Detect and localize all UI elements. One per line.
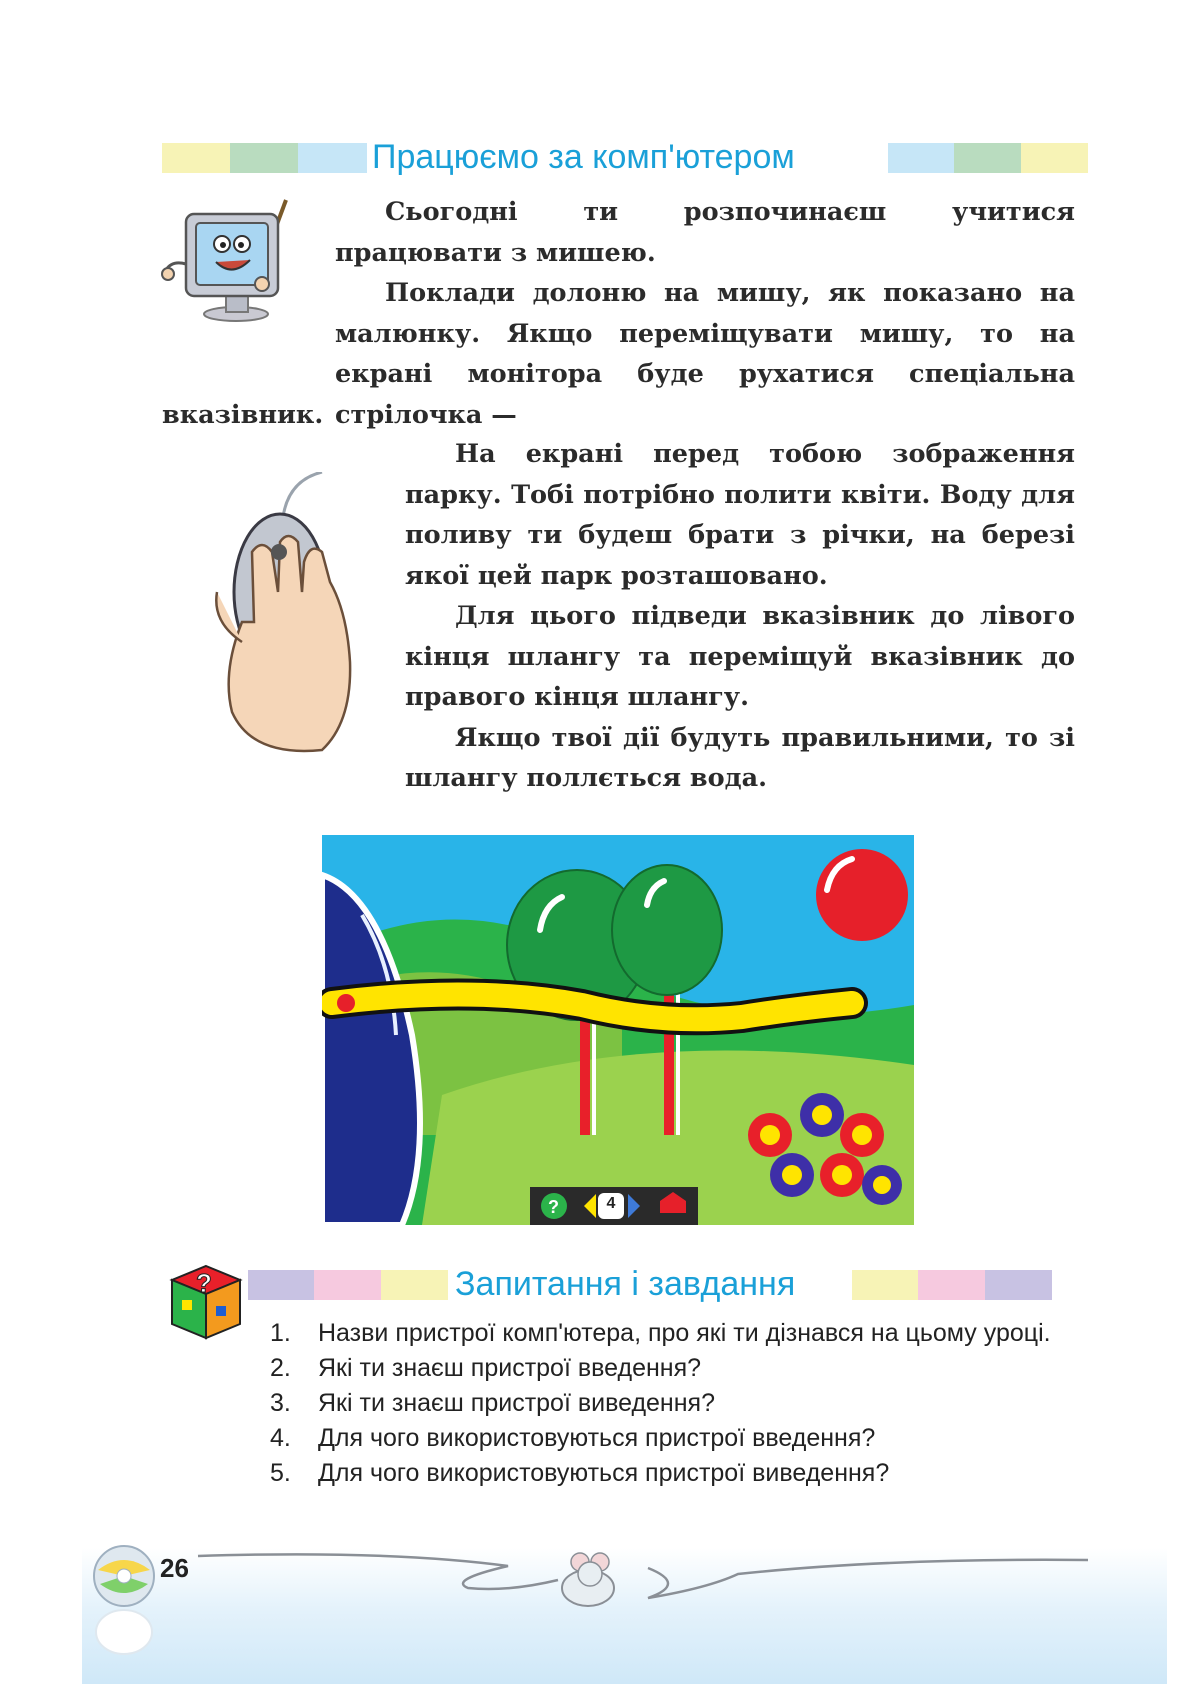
svg-text:?: ? bbox=[548, 1197, 559, 1217]
hose-instructions-text: Для цього підведи вказівник до лівого кінця шлангу та переміщуй вказівник до правого кінця шлангу. bbox=[405, 601, 1075, 712]
pointer-term-line: вказівник. bbox=[162, 400, 324, 430]
park-game-screenshot bbox=[322, 835, 914, 1225]
hand-on-mouse-illustration bbox=[212, 472, 362, 757]
section-header-band-left bbox=[162, 143, 367, 173]
mouse-explanation-text: Поклади долоню на мишу, як показано на малюнку. Якщо переміщувати мишу, то на екрані монітора буде рухатися спеціальна стрілочка — bbox=[335, 278, 1075, 430]
section2-band-right bbox=[852, 1270, 1052, 1300]
list-item: 3. Які ти знаєш пристрої виведення? bbox=[270, 1389, 715, 1417]
pointer-term: вказівник bbox=[162, 400, 315, 430]
svg-text:?: ? bbox=[196, 1268, 212, 1298]
list-item: 1. Назви пристрої комп'ютера, про які ти дізнався на цьому уроці. bbox=[270, 1319, 1051, 1347]
rubiks-cube-question-icon bbox=[168, 1262, 244, 1342]
list-item: 5. Для чого використовуються пристрої виведення? bbox=[270, 1459, 890, 1487]
footer-decoration bbox=[88, 1540, 1098, 1660]
park-text: На екрані перед тобою зображення парку. Тобі потрібно полити квіти. Воду для поливу ти будеш брати з річки, на березі якої цей парк розташовано. bbox=[405, 439, 1075, 591]
intro-text: Сьогодні ти розпочинаєш учитися працювати з мишею. bbox=[335, 197, 1075, 268]
list-item: 4. Для чого використовуються пристрої введення? bbox=[270, 1424, 876, 1452]
page-number: 26 bbox=[160, 1553, 189, 1583]
game-level-counter: 4 bbox=[606, 1195, 616, 1212]
section-header-band-right bbox=[888, 143, 1088, 173]
section2-title: Запитання і завдання bbox=[455, 1265, 796, 1303]
section2-band-left bbox=[248, 1270, 448, 1300]
list-item: 2. Які ти знаєш пристрої введення? bbox=[270, 1354, 702, 1382]
result-text: Якщо твої дії будуть правильними, то зі шлангу поллється вода. bbox=[405, 722, 1075, 793]
questions-list bbox=[270, 1316, 1076, 1491]
park-paragraph-block bbox=[405, 434, 1075, 799]
intro-paragraph-1 bbox=[335, 192, 1075, 273]
section-title: Працюємо за комп'ютером bbox=[372, 138, 795, 176]
